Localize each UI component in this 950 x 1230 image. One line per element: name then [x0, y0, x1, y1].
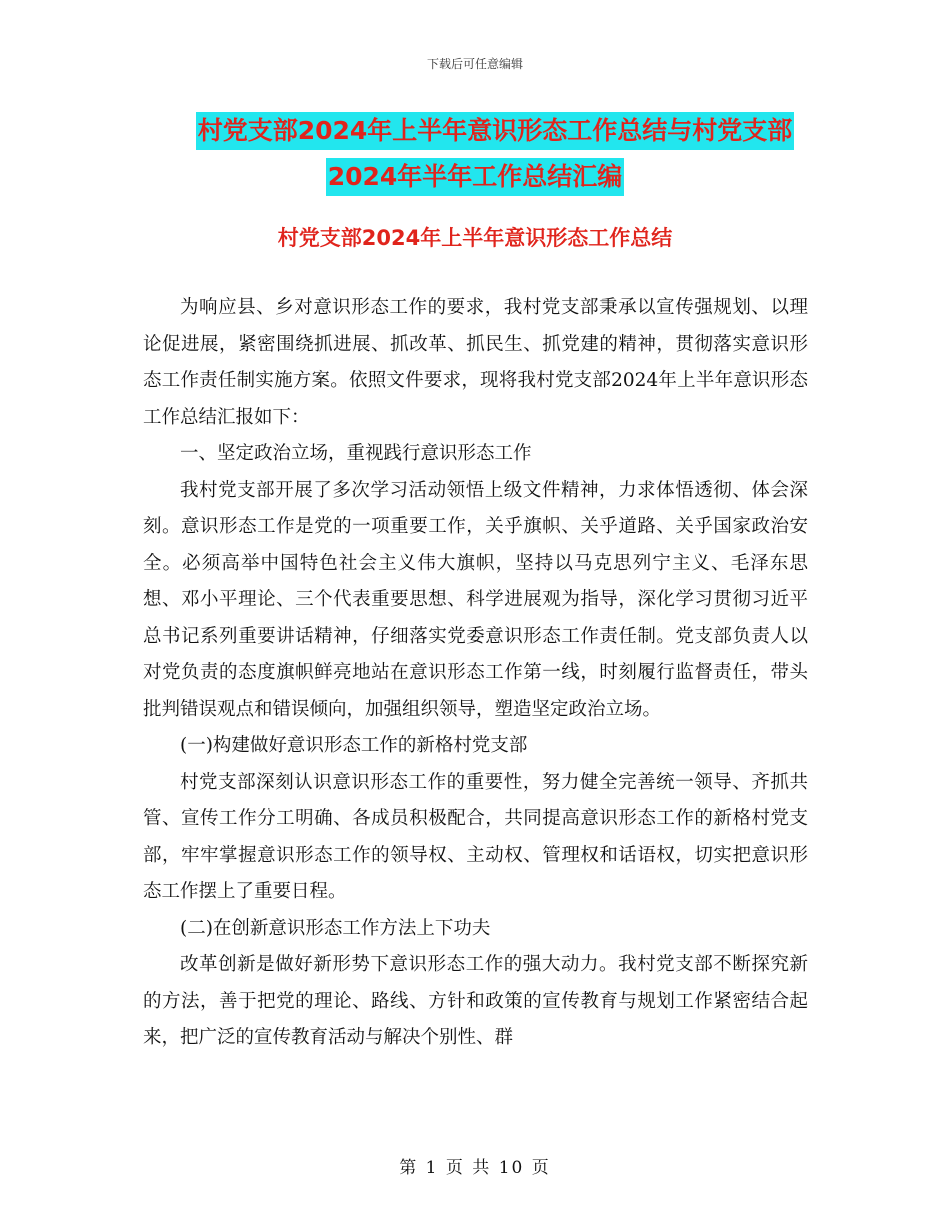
title-line-1: 村党支部2024年上半年意识形态工作总结与村党支部 [196, 112, 795, 150]
subsection-heading: (二)在创新意识形态工作方法上下功夫 [180, 917, 491, 939]
paragraph: 村党支部深刻认识意识形态工作的重要性，努力健全完善统一领导、齐抓共管、宣传工作分工明确、各成员积极配合，共同提高意识形态工作的新格村党支部，牢牢掌握意识形态工作的领导权、主动权、管理权和话语权，切实把意识形态工作摆上了重要日程。 [143, 771, 808, 902]
page-header-note: 下载后可任意编辑 [426, 57, 523, 71]
section-heading: 一、坚定政治立场，重视践行意识形态工作 [180, 443, 532, 464]
paragraph: 我村党支部开展了多次学习活动领悟上级文件精神，力求体悟透彻、体会深刻。意识形态工作是党的一项重要工作，关乎旗帜、关乎道路、关乎国家政治安全。必须高举中国特色社会主义伟大旗帜，坚持以马克思列宁主义、毛泽东思想、邓小平理论、三个代表重要思想、科学进展观为指导，深化学习贯彻习近平总书记系列重要讲话精神，仔细落实党委意识形态工作责任制。党支部负责人以对党负责的态度旗帜鲜亮地站在意识形态工作第一线，时刻履行监督责任，带头批判错误观点和错误倾向，加强组织领导，塑造坚定政治立场。 [143, 479, 808, 720]
document-title [0, 112, 950, 196]
subsection-heading: (一)构建做好意识形态工作的新格村党支部 [180, 735, 528, 756]
body-text [143, 290, 808, 1057]
paragraph: 为响应县、乡对意识形态工作的要求，我村党支部秉承以宣传强规划、以理论促进展，紧密围绕抓进展、抓改革、抓民生、抓党建的精神，贯彻落实意识形态工作责任制实施方案。依照文件要求，现将我村党支部2024年上半年意识形态工作总结汇报如下： [143, 297, 808, 428]
section-subtitle: 村党支部2024年上半年意识形态工作总结 [277, 226, 673, 250]
page-footer: 第 1 页 共 10 页 [399, 1158, 551, 1178]
title-line-2: 2024年半年工作总结汇编 [326, 158, 625, 196]
paragraph: 改革创新是做好新形势下意识形态工作的强大动力。我村党支部不断探究新的方法，善于把党的理论、路线、方针和政策的宣传教育与规划工作紧密结合起来，把广泛的宣传教育活动与解决个别性、群 [143, 954, 808, 1048]
